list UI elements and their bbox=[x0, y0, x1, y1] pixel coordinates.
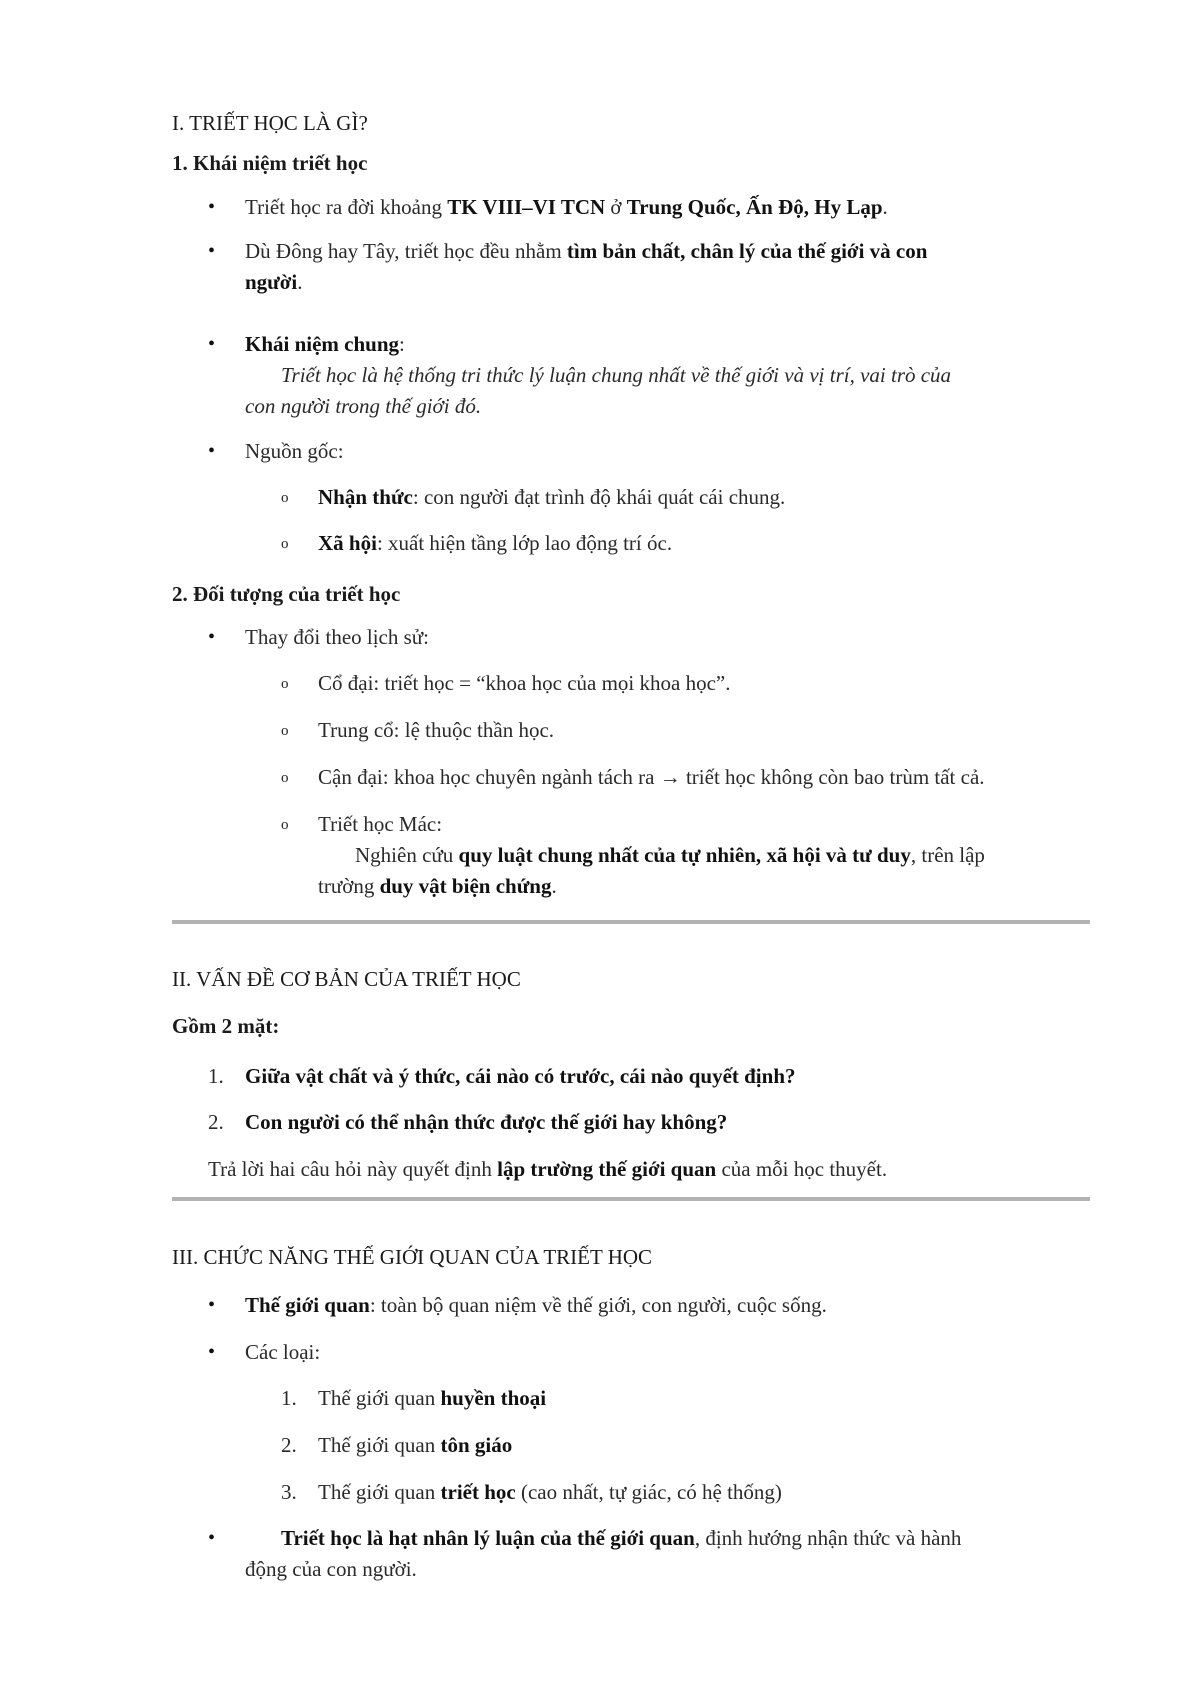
list-number: 3. bbox=[281, 1480, 297, 1504]
text-run: , định hướng nhận thức và hành bbox=[694, 1526, 962, 1550]
horizontal-divider bbox=[172, 920, 1090, 924]
list-item bbox=[245, 1290, 827, 1321]
bullet-icon: • bbox=[208, 333, 216, 355]
bullet-icon: • bbox=[208, 626, 216, 648]
text-run-bold: Xã hội bbox=[318, 531, 377, 555]
text-run: Triết học ra đời khoảng bbox=[245, 195, 448, 219]
text-run: Trả lời hai câu hỏi này quyết định bbox=[208, 1157, 498, 1181]
list-item: Các loại: bbox=[245, 1340, 321, 1364]
circle-bullet-icon: o bbox=[281, 536, 289, 552]
list-item: Thay đổi theo lịch sử: bbox=[245, 625, 430, 649]
text-run: Thế giới quan bbox=[318, 1480, 441, 1504]
text-run: Thế giới quan bbox=[318, 1386, 441, 1410]
definition-line bbox=[245, 391, 481, 422]
list-item bbox=[245, 192, 888, 223]
definition-line bbox=[281, 360, 951, 391]
text-run-bold: duy vật biện chứng bbox=[379, 874, 552, 898]
paragraph bbox=[208, 1154, 887, 1185]
section-1-sub-2-title: 2. Đối tượng của triết học bbox=[172, 582, 401, 606]
text-run: . bbox=[882, 195, 888, 219]
text-run-bold: triết học bbox=[440, 1480, 516, 1504]
bullet-icon: • bbox=[208, 240, 216, 262]
bullet-icon: • bbox=[208, 440, 216, 462]
numbered-sub-item bbox=[318, 1430, 512, 1461]
text-run-italic: con người trong thế giới đó. bbox=[245, 394, 482, 418]
list-number: 1. bbox=[281, 1386, 297, 1410]
text-run-bold: Thế giới quan bbox=[245, 1293, 370, 1317]
circle-bullet-icon: o bbox=[281, 817, 289, 833]
text-run: . bbox=[551, 874, 557, 898]
sub-list-item: Cổ đại: triết học = “khoa học của mọi khoa học”. bbox=[318, 671, 731, 695]
numbered-sub-item bbox=[318, 1383, 546, 1414]
text-run: Nghiên cứu bbox=[355, 843, 459, 867]
circle-bullet-icon: o bbox=[281, 723, 289, 739]
text-run: : bbox=[399, 332, 405, 356]
text-run-italic: Triết học là hệ thống tri thức lý luận chung nhất về thế giới và vị trí, vai trò của bbox=[281, 363, 952, 387]
circle-bullet-icon: o bbox=[281, 676, 289, 692]
text-run-bold: tôn giáo bbox=[440, 1433, 513, 1457]
list-number: 2. bbox=[281, 1433, 297, 1457]
text-run-bold: Khái niệm chung bbox=[245, 332, 400, 356]
bullet-icon: • bbox=[208, 1341, 216, 1363]
sub-list-item-continuation bbox=[318, 871, 557, 902]
numbered-item: Giữa vật chất và ý thức, cái nào có trước, cái nào quyết định? bbox=[245, 1064, 796, 1088]
text-run: trường bbox=[318, 874, 380, 898]
text-run-bold: Trung Quốc, Ấn Độ, Hy Lạp bbox=[626, 195, 883, 219]
sub-list-item bbox=[318, 528, 672, 559]
text-run: Thế giới quan bbox=[318, 1433, 441, 1457]
list-number: 1. bbox=[208, 1064, 224, 1088]
circle-bullet-icon: o bbox=[281, 490, 289, 506]
bullet-icon: • bbox=[208, 196, 216, 218]
text-run-bold: TK VIII–VI TCN bbox=[447, 195, 606, 219]
text-run: : toàn bộ quan niệm về thế giới, con người, cuộc sống. bbox=[369, 1293, 827, 1317]
text-run: của mỗi học thuyết. bbox=[716, 1157, 888, 1181]
sub-list-item bbox=[318, 482, 785, 513]
section-1-sub-1-title: 1. Khái niệm triết học bbox=[172, 151, 368, 175]
text-run-bold: tìm bản chất, chân lý của thế giới và con bbox=[566, 239, 928, 263]
list-item: Nguồn gốc: bbox=[245, 439, 344, 463]
text-run: . bbox=[297, 270, 303, 294]
section-2-title: II. VẤN ĐỀ CƠ BẢN CỦA TRIẾT HỌC bbox=[172, 967, 521, 991]
sub-list-item: Triết học Mác: bbox=[318, 812, 443, 836]
list-number: 2. bbox=[208, 1110, 224, 1134]
text-run-bold: huyền thoại bbox=[440, 1386, 547, 1410]
bullet-icon: • bbox=[208, 1294, 216, 1316]
bullet-icon: • bbox=[208, 1527, 216, 1549]
text-run-bold: quy luật chung nhất của tự nhiên, xã hội và tư duy bbox=[458, 843, 911, 867]
section-2-subtitle: Gồm 2 mặt: bbox=[172, 1014, 280, 1038]
text-run-bold: người bbox=[245, 270, 298, 294]
text-run: Dù Đông hay Tây, triết học đều nhằm bbox=[245, 239, 567, 263]
text-run: ở bbox=[605, 195, 627, 219]
list-item bbox=[245, 236, 927, 267]
sub-list-item-continuation bbox=[355, 840, 985, 871]
text-run: : con người đạt trình độ khái quát cái chung. bbox=[412, 485, 786, 509]
horizontal-divider bbox=[172, 1197, 1090, 1201]
text-run: : xuất hiện tầng lớp lao động trí óc. bbox=[376, 531, 673, 555]
section-3-title: III. CHỨC NĂNG THẾ GIỚI QUAN CỦA TRIẾT HỌC bbox=[172, 1245, 653, 1269]
list-item bbox=[245, 329, 405, 360]
list-item-continuation bbox=[245, 267, 303, 298]
text-run-bold: Triết học là hạt nhân lý luận của thế giới quan bbox=[281, 1526, 695, 1550]
text-run-bold: lập trường thế giới quan bbox=[497, 1157, 717, 1181]
numbered-item: Con người có thể nhận thức được thế giới hay không? bbox=[245, 1110, 728, 1134]
text-run: (cao nhất, tự giác, có hệ thống) bbox=[515, 1480, 782, 1504]
text-run: , trên lập bbox=[910, 843, 985, 867]
section-1-title: I. TRIẾT HỌC LÀ GÌ? bbox=[172, 111, 368, 135]
text-run-bold: Nhận thức bbox=[318, 485, 413, 509]
list-item-continuation: động của con người. bbox=[245, 1557, 417, 1581]
list-item bbox=[281, 1523, 961, 1554]
circle-bullet-icon: o bbox=[281, 770, 289, 786]
sub-list-item: Trung cổ: lệ thuộc thần học. bbox=[318, 718, 555, 742]
numbered-sub-item bbox=[318, 1477, 782, 1508]
sub-list-item: Cận đại: khoa học chuyên ngành tách ra → triết học không còn bao trùm tất cả. bbox=[318, 765, 985, 789]
